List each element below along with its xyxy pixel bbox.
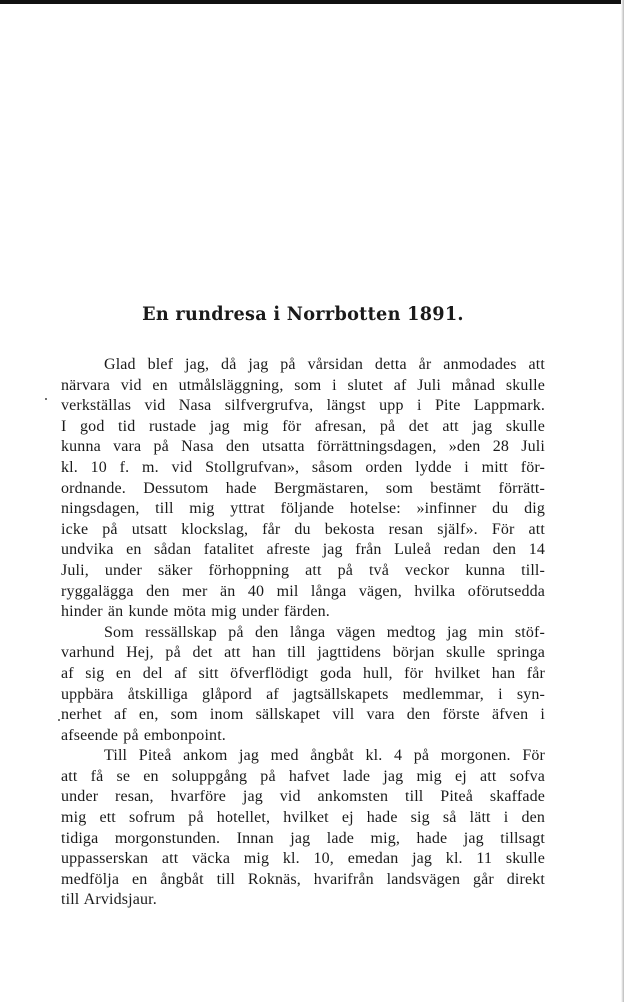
text-line: medfölja en ångbåt till Roknäs, hvarifrån landsvägen går direkt — [61, 870, 545, 888]
text-line: Glad blef jag, då jag på vårsidan detta år anmodades att — [104, 356, 545, 373]
text-line: I god tid rustade jag mig för afresan, på det att jag skulle — [61, 417, 545, 435]
text-line: af sig en del af sitt öfverflödigt goda hull, för hvilket han får — [61, 664, 545, 682]
text-line: närvara vid en utmålsläggning, som i slutet af Juli månad skulle — [61, 376, 545, 394]
paragraph — [61, 355, 545, 623]
top-border-rule — [0, 0, 624, 4]
text-line: verkställas vid Nasa silfvergrufva, längst upp i Pite Lappmark. — [61, 397, 545, 415]
text-line: ryggalägga den mer än 40 mil långa vägen, hvilka oförutsedda — [61, 582, 545, 600]
document-page — [61, 300, 545, 911]
paragraph — [61, 623, 545, 747]
text-line: nerhet af en, som inom sällskapet vill vara den förste äfven i — [61, 706, 545, 724]
text-line: kunna vara på Nasa den utsatta förrättningsdagen, »den 28 Juli — [61, 438, 545, 456]
text-line: uppbära åtskilliga glåpord af jagtsällskapets medlemmar, i syn- — [61, 685, 545, 703]
margin-speck — [45, 398, 47, 400]
body-text — [61, 355, 545, 911]
page-title: En rundresa i Norrbotten 1891. — [142, 303, 464, 325]
text-line: Till Piteå ankom jag med ångbåt kl. 4 på morgonen. För — [104, 747, 545, 765]
text-line: afseende på embonpoint. — [61, 726, 226, 744]
text-line: varhund Hej, på det att han till jagttidens början skulle springa — [61, 644, 545, 662]
margin-speck — [58, 719, 60, 721]
text-line: mig ett sofrum på hotellet, hvilket ej hade sig så lätt i den — [61, 809, 545, 827]
text-line: ordnande. Dessutom hade Bergmästaren, som bestämt förrätt- — [61, 479, 545, 497]
text-line: ningsdagen, till mig yttrat följande hotelse: »infinner du dig — [61, 500, 545, 518]
paragraph — [61, 746, 545, 911]
text-line: undvika en sådan fatalitet afreste jag från Luleå redan den 14 — [61, 541, 545, 559]
text-line: uppasserskan att väcka mig kl. 10, emedan jag kl. 11 skulle — [61, 850, 545, 868]
text-line: tidiga morgonstunden. Innan jag lade mig, hade jag tillsagt — [61, 829, 545, 847]
text-line: under resan, hvarföre jag vid ankomsten till Piteå skaffade — [61, 788, 545, 806]
text-line: hinder än kunde möta mig under färden. — [61, 603, 330, 621]
text-line: Juli, under säker förhoppning att på två veckor kunna till- — [61, 561, 545, 579]
text-line: att få se en soluppgång på hafvet lade jag mig ej att sofva — [61, 767, 545, 785]
text-line: icke på utsatt klockslag, får du bekosta resan själf». För att — [61, 520, 545, 538]
text-line: till Arvidsjaur. — [61, 891, 157, 909]
text-line: Som ressällskap på den långa vägen medtog jag min stöf- — [104, 623, 545, 641]
text-line: kl. 10 f. m. vid Stollgrufvan», såsom orden lydde i mitt för- — [61, 458, 545, 476]
